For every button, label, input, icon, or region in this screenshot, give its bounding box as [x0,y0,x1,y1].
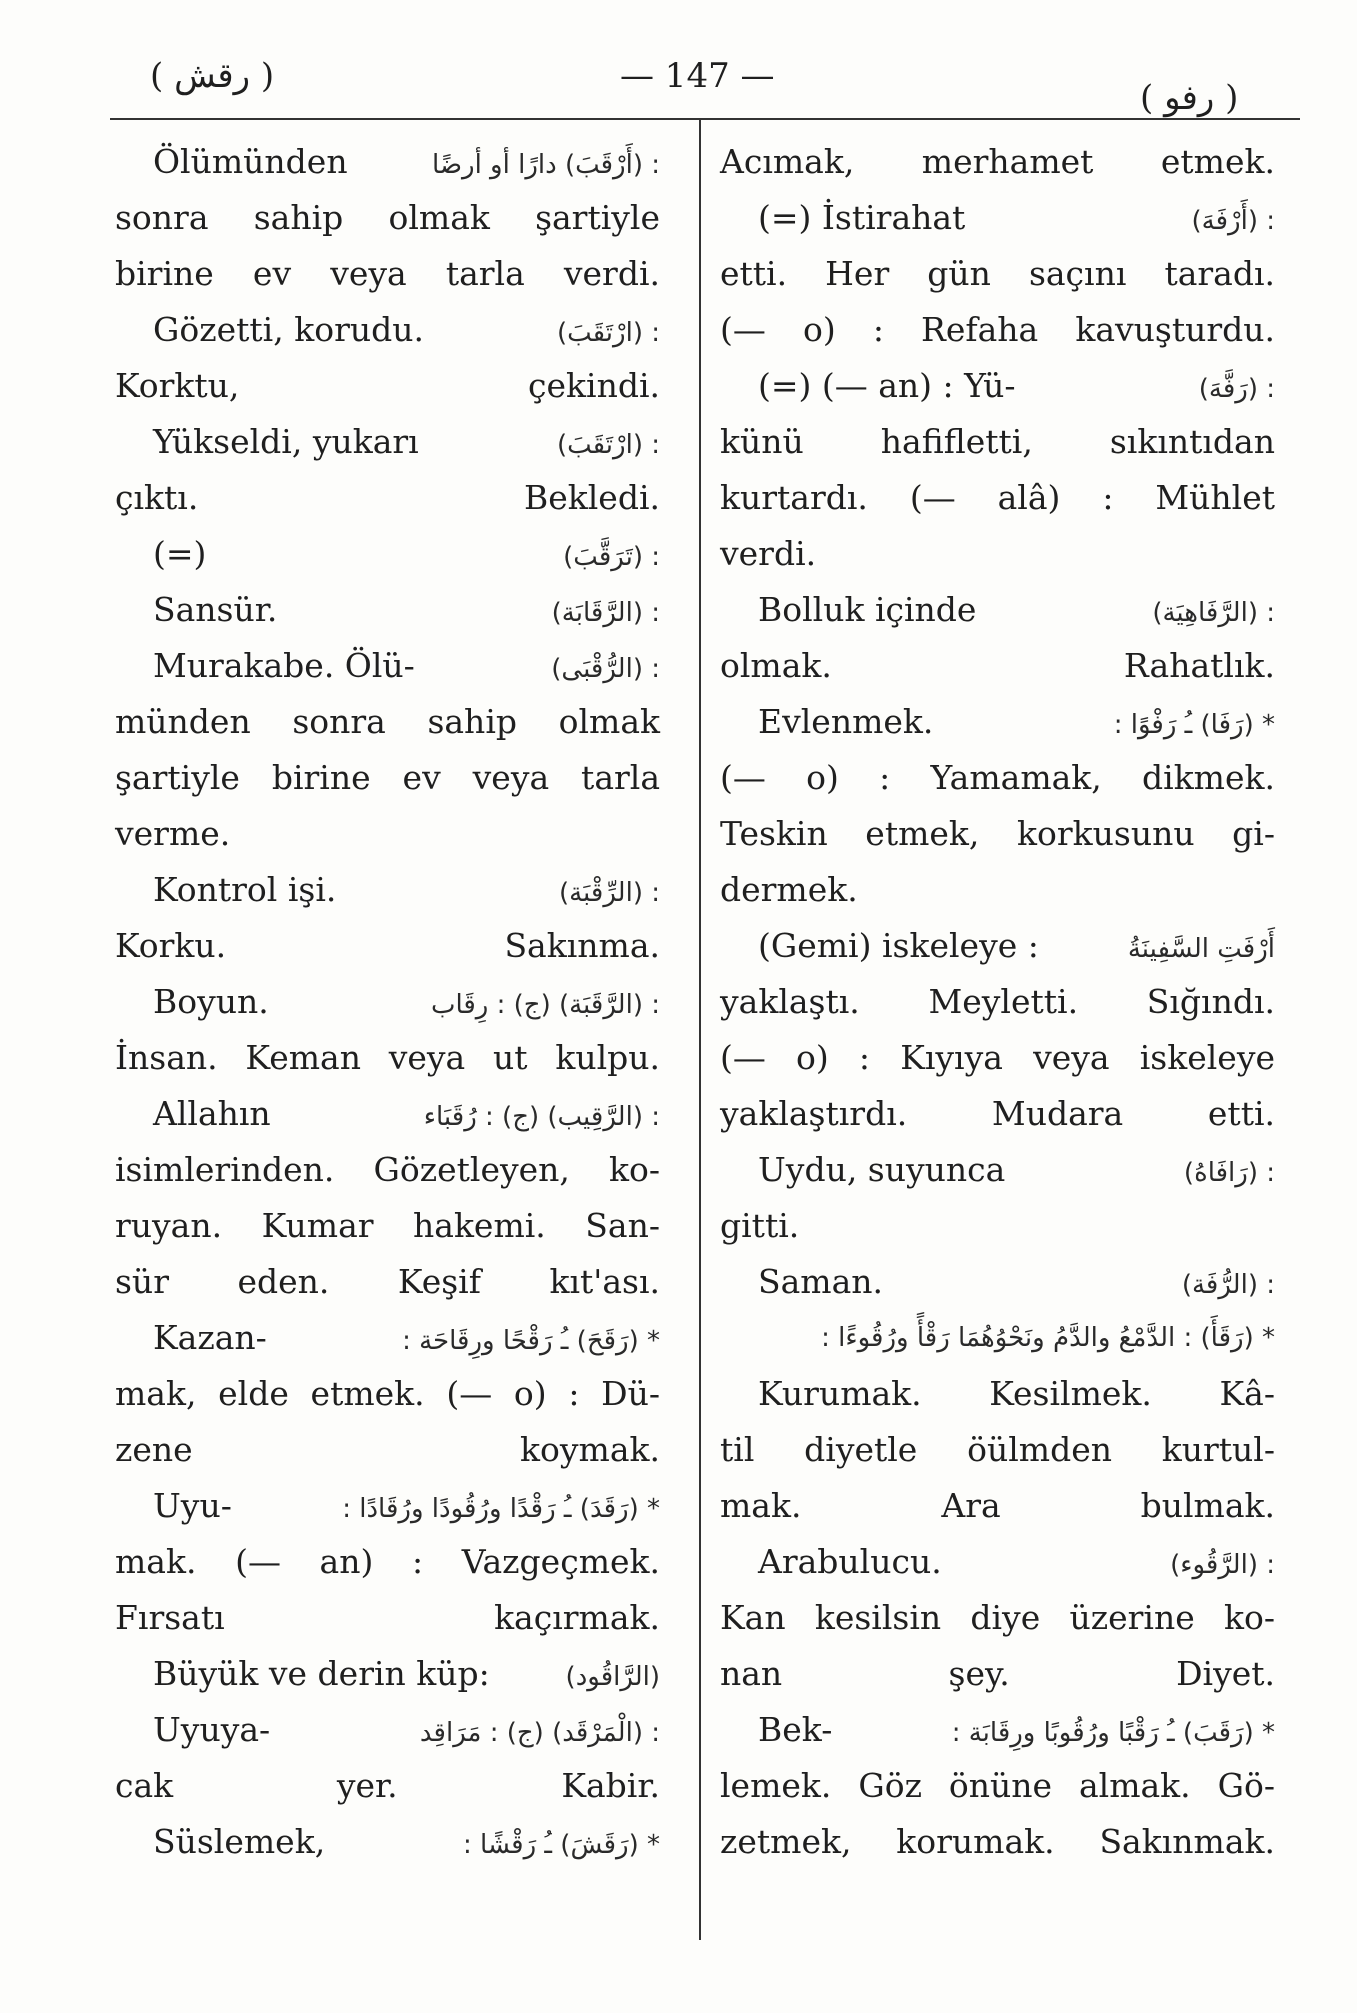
arabic-headword: : (ارْتَقَبَ) [556,430,660,460]
entry-line [720,750,1275,806]
entry-line [115,358,660,414]
entry-line [720,414,1275,470]
entry-line [115,862,660,918]
turkish-text: Kazan- [153,1318,267,1357]
arabic-headword: : (الْمَرْقَد) (ج) : مَرَاقِد [419,1718,660,1748]
arabic-headword: : (ارْتَقَبَ) [556,318,660,348]
entry-line [115,1702,660,1758]
turkish-text: verdi. [720,534,817,573]
turkish-text: Bek- [758,1710,833,1749]
right-column [720,134,1275,1870]
arabic-headword: * (رَفَا) ـُ رَفْوًا : [1113,710,1275,740]
arabic-headword: : (الرَّقَابَة) [551,598,660,628]
entry-line [115,694,660,750]
turkish-text: olmak. Rahatlık. [720,646,1275,685]
entry-line [720,1534,1275,1590]
arabic-headword: * (رَقَبَ) ـُ رَقْبًا ورُقُوبًا ورِقَابَة : [951,1718,1275,1748]
entry-line [720,1702,1275,1758]
header-rule [110,118,1300,120]
arabic-headword: : (الرُّقْبَى) [551,654,660,684]
turkish-text: münden sonra sahip olmak [115,702,660,741]
turkish-text: (Gemi) iskeleye : [758,926,1039,965]
entry-line [720,358,1275,414]
turkish-text: Bolluk içinde [758,590,977,629]
entry-line [720,134,1275,190]
entry-line [115,918,660,974]
turkish-text: ruyan. Kumar hakemi. San- [115,1206,660,1245]
entry-line [115,134,660,190]
turkish-text: lemek. Göz önüne almak. Gö- [720,1766,1275,1805]
turkish-text: mak. Ara bulmak. [720,1486,1275,1525]
turkish-text: Teskin etmek, korkusunu gi- [720,814,1275,853]
entry-line [720,638,1275,694]
entry-line [115,246,660,302]
entry-line [720,1198,1275,1254]
turkish-text: Uydu, suyunca [758,1150,1006,1189]
entry-line [720,246,1275,302]
turkish-text: Korku. Sakınma. [115,926,660,965]
entry-line [115,974,660,1030]
turkish-text: (— o) : Refaha kavuşturdu. [720,310,1275,349]
entry-line [115,1254,660,1310]
left-column [115,134,660,1870]
turkish-text: (=) İstirahat [758,198,966,237]
entry-line [115,1086,660,1142]
turkish-text: Büyük ve derin küp: [153,1654,490,1693]
entry-line [115,1198,660,1254]
turkish-text: Kontrol işi. [153,870,337,909]
turkish-text: Allahın [153,1094,271,1133]
arabic-headword: : (الرَّفَاهِيَة) [1152,598,1275,628]
turkish-text: Kurumak. Kesilmek. Kâ- [758,1374,1275,1413]
entry-line [115,190,660,246]
entry-line [115,582,660,638]
turkish-text: (— o) : Yamamak, dikmek. [720,758,1275,797]
entry-line [720,190,1275,246]
arabic-headword: * (رَقَشَ) ـُ رَقْشًا : [463,1830,660,1860]
turkish-text: Sansür. [153,590,278,629]
turkish-text: Boyun. [153,982,269,1021]
turkish-text: Evlenmek. [758,702,934,741]
turkish-text: kurtardı. (— alâ) : Mühlet [720,478,1275,517]
entry-line [720,1086,1275,1142]
entry-line [115,526,660,582]
entry-line [720,302,1275,358]
turkish-text: isimlerinden. Gözetleyen, ko- [115,1150,660,1189]
entry-line [115,638,660,694]
entry-line [720,470,1275,526]
turkish-text: til diyetle öülmden kurtul- [720,1430,1275,1469]
entry-line [115,1030,660,1086]
turkish-text: yaklaştırdı. Mudara etti. [720,1094,1275,1133]
entry-line [115,470,660,526]
entry-line [720,862,1275,918]
arabic-headword: * (رَقَدَ) ـُ رَقْدًا ورُقُودًا ورُقَادًا : [342,1494,660,1524]
entry-line [720,806,1275,862]
entry-line [115,1310,660,1366]
entry-line [720,1310,1275,1366]
arabic-headword: : (أَرْقَبَ) دارًا أو أرضًا [432,150,660,180]
turkish-text: yaklaştı. Meyletti. Sığındı. [720,982,1275,1021]
turkish-text: mak. (— an) : Vazgeçmek. [115,1542,660,1581]
arabic-headword: : (الرَّقَبَة) (ج) : رِقَاب [430,990,660,1020]
turkish-text: birine ev veya tarla verdi. [115,254,660,293]
turkish-text: gitti. [720,1206,800,1245]
column-divider [699,120,701,1940]
turkish-text: çıktı. Bekledi. [115,478,660,517]
entry-line [720,694,1275,750]
turkish-text: Uyu- [153,1486,232,1525]
entry-line [720,1590,1275,1646]
entry-line [115,1758,660,1814]
arabic-headword: (الرَّاقُود) [565,1662,660,1692]
entry-line [115,1478,660,1534]
arabic-headword: : (الرُّفَة) [1181,1270,1275,1300]
turkish-text: dermek. [720,870,858,909]
arabic-headword: : (أَرْفَهَ) [1191,206,1275,236]
entry-line [115,1534,660,1590]
entry-line [720,1758,1275,1814]
arabic-headword: : (الرَّقِيب) (ج) : رُقَبَاء [423,1102,660,1132]
entry-line [115,1142,660,1198]
arabic-headword: : (تَرَقَّبَ) [563,542,660,572]
arabic-headword: * (رَقَأَ) : الدَّمْعُ والدَّمُ ونَحْوُهُمَا رَقْأً ورُقُوءًا : [821,1323,1275,1353]
entry-line [115,302,660,358]
turkish-text: verme. [115,814,231,853]
header-left-root: ( رقش ) [150,56,275,96]
turkish-text: Uyuya- [153,1710,271,1749]
entry-line [115,1646,660,1702]
turkish-text: Fırsatı kaçırmak. [115,1598,660,1637]
turkish-text: Ölümünden [153,142,348,181]
turkish-text: mak, elde etmek. (— o) : Dü- [115,1374,660,1413]
turkish-text: Korktu, çekindi. [115,366,660,405]
entry-line [720,1366,1275,1422]
turkish-text: nan şey. Diyet. [720,1654,1275,1693]
turkish-text: Yükseldi, yukarı [153,422,419,461]
turkish-text: (=) [153,534,207,573]
turkish-text: etti. Her gün saçını taradı. [720,254,1275,293]
turkish-text: şartiyle birine ev veya tarla [115,758,660,797]
arabic-headword: : (رَافَاهُ) [1183,1158,1275,1188]
turkish-text: Arabulucu. [758,1542,942,1581]
entry-line [115,750,660,806]
arabic-headword: : (رَفَّهَ) [1198,374,1275,404]
entry-line [115,806,660,862]
entry-line [720,1646,1275,1702]
entry-line [115,1590,660,1646]
entry-line [720,918,1275,974]
entry-line [720,582,1275,638]
turkish-text: Acımak, merhamet etmek. [720,142,1275,181]
turkish-text: İnsan. Keman veya ut kulpu. [115,1038,660,1077]
turkish-text: Murakabe. Ölü- [153,646,415,685]
turkish-text: Süslemek, [153,1822,326,1861]
entry-line [720,526,1275,582]
header-right-root: ( رفو ) [1140,78,1239,118]
arabic-headword: : (الرَّقُوء) [1170,1550,1275,1580]
turkish-text: zetmek, korumak. Sakınmak. [720,1822,1275,1861]
turkish-text: (— o) : Kıyıya veya iskeleye [720,1038,1275,1077]
page-number: — 147 — [620,56,775,96]
turkish-text: sonra sahip olmak şartiyle [115,198,660,237]
entry-line [720,1814,1275,1870]
turkish-text: Gözetti, korudu. [153,310,424,349]
turkish-text: (=) (— an) : Yü- [758,366,1016,405]
arabic-headword: * (رَقَحَ) ـُ رَقْحًا ورِقَاحَة : [402,1326,660,1356]
turkish-text: Saman. [758,1262,883,1301]
entry-line [720,974,1275,1030]
entry-line [720,1422,1275,1478]
entry-line [720,1030,1275,1086]
entry-line [115,1422,660,1478]
entry-line [720,1254,1275,1310]
entry-line [115,1814,660,1870]
turkish-text: cak yer. Kabir. [115,1766,660,1805]
entry-line [115,1366,660,1422]
entry-line [720,1478,1275,1534]
arabic-headword: أَرْفَتِ السَّفِينَةُ [1127,934,1275,964]
entry-line [720,1142,1275,1198]
entry-line [115,414,660,470]
arabic-headword: : (الرِّقْبَة) [558,878,660,908]
turkish-text: sür eden. Keşif kıt'ası. [115,1262,660,1301]
turkish-text: zene koymak. [115,1430,660,1469]
turkish-text: künü hafifletti, sıkıntıdan [720,422,1275,461]
turkish-text: Kan kesilsin diye üzerine ko- [720,1598,1275,1637]
